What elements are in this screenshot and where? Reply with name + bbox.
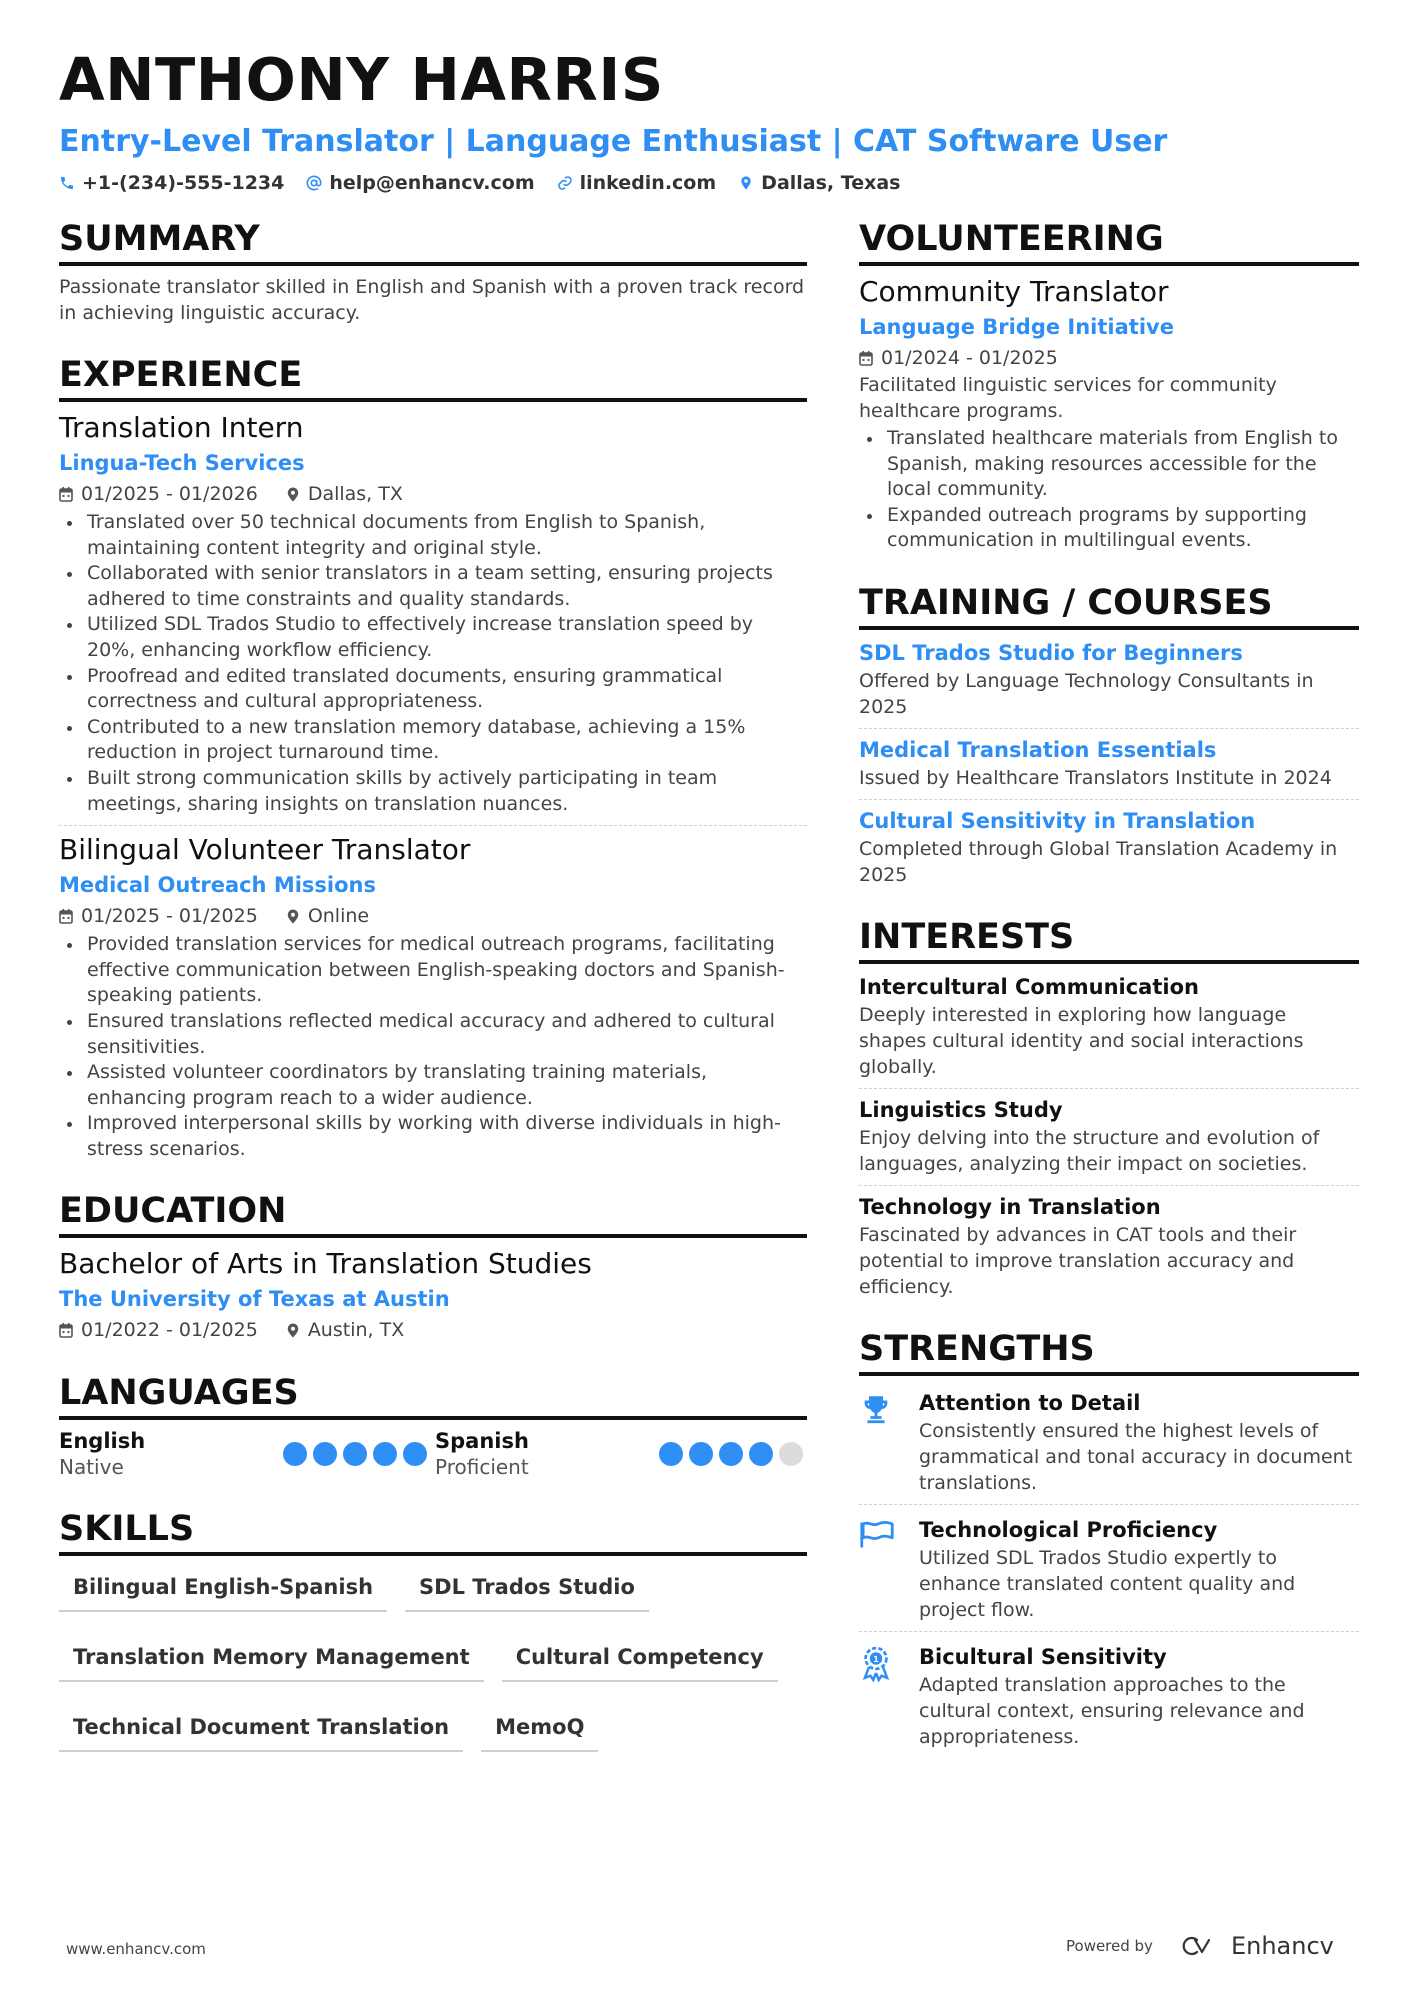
skill-tag: Cultural Competency [502, 1638, 778, 1682]
calendar-icon [59, 1322, 73, 1338]
location-text: Dallas, Texas [761, 172, 901, 194]
list-item: Expanded outreach programs by supporting communication in multilingual events. [859, 503, 1359, 554]
job-company: Lingua-Tech Services [59, 451, 305, 475]
volunteer-role: Community Translator [859, 275, 1169, 308]
job-company: Medical Outreach Missions [59, 873, 376, 898]
location-pin-icon [738, 174, 754, 192]
course-desc: Offered by Language Technology Consultants in 2025 [859, 669, 1314, 718]
experience-section [59, 354, 807, 1162]
strength-item [859, 1511, 1359, 1623]
interest-desc: Fascinated by advances in CAT tools and their potential to improve translation accuracy and efficiency. [859, 1223, 1297, 1298]
strength-item [859, 1638, 1359, 1750]
linkedin-text[interactable]: linkedin.com [579, 172, 717, 194]
school: The University of Texas at Austin [59, 1287, 450, 1312]
skills-heading: SKILLS [59, 1508, 807, 1556]
divider [859, 1631, 1359, 1632]
experience-item [59, 832, 807, 1162]
languages-row [59, 1428, 807, 1480]
list-item: Provided translation services for medical outreach programs, facilitating effective communication between English-speaking doctors and Spanish-speaking patients. [59, 932, 807, 1009]
course-item [859, 735, 1359, 791]
interests-section [859, 916, 1359, 1300]
course-item [859, 638, 1359, 720]
job-location: Online [307, 905, 370, 928]
course-item [859, 806, 1359, 888]
strength-desc: Adapted translation approaches to the cultural context, ensuring relevance and appropriateness. [919, 1673, 1305, 1748]
strength-desc: Utilized SDL Trados Studio expertly to enhance translated content quality and project flow. [919, 1546, 1296, 1621]
skills-section [59, 1508, 807, 1752]
skill-tag: Translation Memory Management [59, 1638, 484, 1682]
volunteering-heading: VOLUNTEERING [859, 218, 1359, 266]
list-item: Translated over 50 technical documents from English to Spanish, maintaining content integrity and original style. [59, 510, 807, 561]
language-level: Proficient [435, 1455, 529, 1480]
list-item: Utilized SDL Trados Studio to effectively increase translation speed by 20%, enhancing workflow efficiency. [59, 612, 807, 663]
footer-website[interactable]: www.enhancv.com [66, 1940, 206, 1958]
strengths-section [859, 1328, 1359, 1750]
volunteer-meta [859, 344, 1359, 372]
rating-dot [659, 1442, 683, 1466]
job-meta [59, 480, 807, 508]
skill-tag: MemoQ [481, 1708, 598, 1752]
list-item: Improved interpersonal skills by working with diverse individuals in high-stress scenarios. [59, 1111, 807, 1162]
strengths-heading: STRENGTHS [859, 1328, 1359, 1376]
strength-title: Bicultural Sensitivity [919, 1644, 1167, 1669]
training-section [859, 582, 1359, 888]
list-item: Ensured translations reflected medical accuracy and adhered to cultural sensitivities. [59, 1009, 807, 1060]
strength-item [859, 1384, 1359, 1496]
job-dates: 01/2025 - 01/2026 [81, 483, 258, 505]
rating-dot [313, 1442, 337, 1466]
education-section [59, 1190, 807, 1344]
left-column [59, 218, 807, 1780]
contact-phone [59, 172, 284, 194]
course-desc: Issued by Healthcare Translators Institute in 2024 [859, 766, 1332, 789]
contact-bar [59, 172, 1359, 194]
interest-desc: Enjoy delving into the structure and evolution of languages, analyzing their impact on societies. [859, 1126, 1320, 1175]
brand-logo[interactable] [1177, 1932, 1334, 1960]
right-column [859, 218, 1359, 1778]
link-icon [557, 174, 573, 192]
candidate-title: Entry-Level Translator | Language Enthusiast | CAT Software User [59, 124, 1168, 159]
skill-tag: SDL Trados Studio [405, 1568, 649, 1612]
rating-dot [373, 1442, 397, 1466]
rating-dot [689, 1442, 713, 1466]
course-title: SDL Trados Studio for Beginners [859, 640, 1243, 665]
rating-dot [779, 1442, 803, 1466]
interest-title: Linguistics Study [859, 1097, 1063, 1122]
job-bullets [59, 932, 807, 1162]
skills-list [59, 1568, 807, 1752]
contact-email[interactable] [306, 172, 534, 194]
volunteer-dates: 01/2024 - 01/2025 [881, 347, 1058, 369]
divider [859, 1185, 1359, 1186]
rating-dot [283, 1442, 307, 1466]
skill-tag: Bilingual English-Spanish [59, 1568, 387, 1612]
interest-title: Technology in Translation [859, 1194, 1161, 1219]
strength-title: Attention to Detail [919, 1390, 1141, 1415]
rating-dot [719, 1442, 743, 1466]
language-level: Native [59, 1455, 124, 1480]
award-badge-icon [859, 1646, 893, 1682]
strength-title: Technological Proficiency [919, 1517, 1218, 1542]
calendar-icon [59, 908, 73, 924]
list-item: Proofread and edited translated documents, ensuring grammatical correctness and cultural appropriateness. [59, 664, 807, 715]
course-title: Medical Translation Essentials [859, 737, 1217, 762]
powered-by-label: Powered by [1066, 1937, 1153, 1955]
education-location: Austin, TX [307, 1319, 405, 1342]
interests-heading: INTERESTS [859, 916, 1359, 964]
degree: Bachelor of Arts in Translation Studies [59, 1247, 592, 1281]
list-item: Contributed to a new translation memory database, achieving a 15% reduction in project turnaround time. [59, 715, 807, 766]
job-bullets [59, 510, 807, 817]
calendar-icon [59, 486, 73, 502]
location-pin-icon [286, 908, 300, 925]
svg-text:1: 1 [873, 1653, 879, 1664]
training-heading: TRAINING / COURSES [859, 582, 1359, 630]
list-item: Collaborated with senior translators in a team setting, ensuring projects adhered to time constraints and quality standards. [59, 561, 807, 612]
course-desc: Completed through Global Translation Academy in 2025 [859, 837, 1338, 886]
contact-location [738, 172, 900, 194]
rating-dot [343, 1442, 367, 1466]
divider [859, 1088, 1359, 1089]
divider [859, 799, 1359, 800]
footer-branding [1066, 1932, 1334, 1960]
rating-dot [403, 1442, 427, 1466]
divider [859, 728, 1359, 729]
summary-section [59, 218, 807, 326]
at-sign-icon [306, 174, 322, 192]
brand-name: Enhancv [1230, 1932, 1334, 1960]
flag-icon [859, 1519, 895, 1551]
volunteer-org: Language Bridge Initiative [859, 315, 1174, 339]
interest-item [859, 1192, 1359, 1300]
email-text[interactable]: help@enhancv.com [329, 172, 535, 194]
list-item: Translated healthcare materials from English to Spanish, making resources accessible for the local community. [859, 426, 1359, 503]
trophy-icon [859, 1392, 893, 1426]
education-heading: EDUCATION [59, 1190, 807, 1238]
course-title: Cultural Sensitivity in Translation [859, 808, 1256, 833]
location-pin-icon [286, 1322, 300, 1339]
language-item [59, 1428, 431, 1480]
job-meta [59, 902, 807, 930]
language-rating [659, 1442, 803, 1466]
calendar-icon [859, 350, 873, 366]
skill-tag: Technical Document Translation [59, 1708, 463, 1752]
phone-text: +1-(234)-555-1234 [82, 172, 285, 194]
job-dates: 01/2025 - 01/2025 [81, 905, 258, 928]
location-pin-icon [286, 486, 300, 503]
candidate-name: ANTHONY HARRIS [59, 45, 664, 114]
experience-item [59, 410, 807, 817]
interest-title: Intercultural Communication [859, 974, 1199, 999]
list-item: Assisted volunteer coordinators by translating training materials, enhancing program reach to a wider audience. [59, 1060, 807, 1111]
job-role: Translation Intern [59, 411, 304, 444]
experience-heading: EXPERIENCE [59, 354, 807, 402]
language-item [435, 1428, 807, 1480]
interest-desc: Deeply interested in exploring how language shapes cultural identity and social interactions globally. [859, 1003, 1304, 1078]
job-location: Dallas, TX [307, 483, 403, 505]
education-meta [59, 1316, 807, 1344]
languages-section [59, 1372, 807, 1480]
strength-desc: Consistently ensured the highest levels of grammatical and tonal accuracy in document translations. [919, 1419, 1353, 1494]
languages-heading: LANGUAGES [59, 1372, 807, 1420]
contact-linkedin[interactable] [557, 172, 717, 194]
summary-heading: SUMMARY [59, 218, 807, 266]
list-item: Built strong communication skills by actively participating in team meetings, sharing insights on translation nuances. [59, 766, 807, 817]
divider [59, 825, 807, 826]
interest-item [859, 1095, 1359, 1177]
rating-dot [749, 1442, 773, 1466]
language-name: English [59, 1429, 146, 1454]
volunteer-description: Facilitated linguistic services for community healthcare programs. [859, 374, 1277, 422]
language-rating [283, 1442, 427, 1466]
interest-item [859, 972, 1359, 1080]
divider [859, 1504, 1359, 1505]
resume-header [59, 44, 1359, 194]
enhancv-logo-icon [1177, 1934, 1223, 1958]
job-role: Bilingual Volunteer Translator [59, 833, 471, 867]
language-name: Spanish [435, 1429, 529, 1454]
education-dates: 01/2022 - 01/2025 [81, 1319, 258, 1342]
volunteer-bullets [859, 426, 1359, 554]
volunteering-section [859, 218, 1359, 554]
phone-icon [59, 174, 75, 192]
summary-text: Passionate translator skilled in English and Spanish with a proven track record in achieving linguistic accuracy. [59, 276, 805, 324]
